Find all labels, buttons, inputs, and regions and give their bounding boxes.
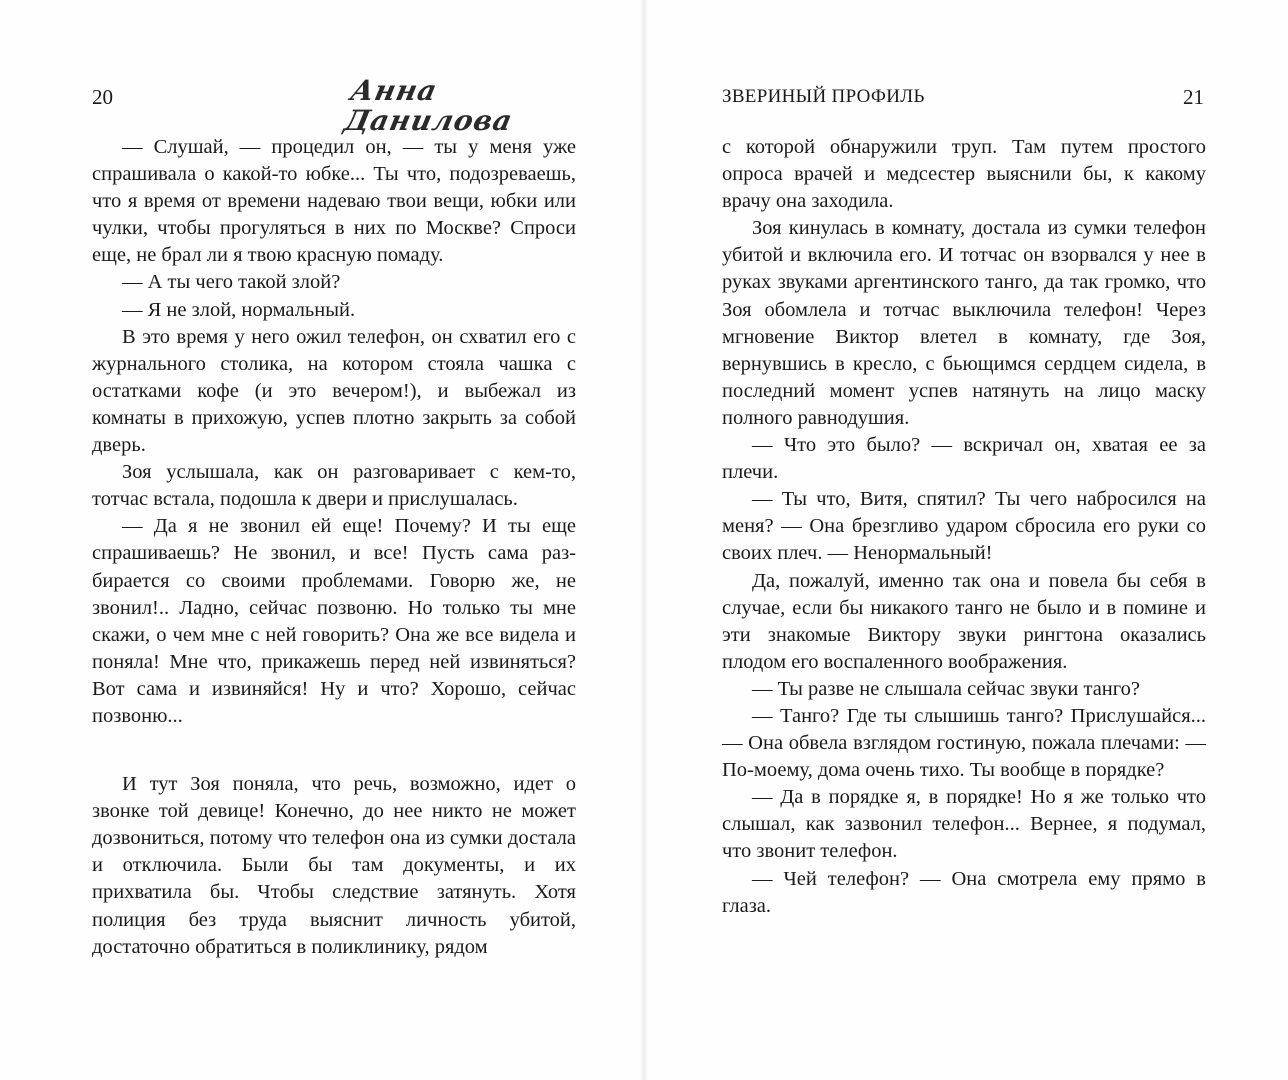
book-gutter (640, 0, 648, 1080)
paragraph: — Ты что, Витя, спятил? Ты чего набросился на меня? — Она брезгливо ударом сбросила его руки со своих плеч. — Ненормальный! (722, 488, 1206, 565)
paragraph: — Да в порядке я, в порядке! Но я же только что слышал, как зазвонил телефон... Вернее, я подумал, что звонит телефон. (722, 786, 1206, 863)
paragraph: Да, пожалуй, именно так она и повела бы себя в случае, если бы никакого танго не было и в помине и эти знакомые Виктору звуки рингтона оказались плодом его воспаленного воображения. (722, 569, 1206, 673)
right-page-number: 21 (1183, 85, 1204, 109)
paragraph: Зоя услышала, как он разговаривает с кем-то, тотчас встала, подошла к двери и прислушалась. (92, 461, 576, 511)
paragraph: — А ты чего такой злой? (122, 271, 341, 294)
paragraph: — Ты разве не слышала сейчас звуки танго? (752, 677, 1141, 700)
paragraph: — Что это было? — вскричал он, хватая ее за плечи. (722, 434, 1206, 484)
paragraph: — Слушай, — процедил он, — ты у меня уже спрашивала о какой-то юбке... Ты что, подозреваешь, что я время от времени надеваю твои вещи, юбки или чулки, чтобы прогуляться в них по Москве? Спроси еще, не брал ли я твою красную помаду. (92, 136, 576, 267)
running-title: ЗВЕРИНЫЙ ПРОФИЛЬ (722, 86, 925, 107)
paragraph: с которой обнаружили труп. Там путем простого опроса врачей и медсестер выяснили бы, к какому врачу она заходила. (722, 136, 1206, 213)
author-signature: Анна Данилова (341, 74, 516, 137)
paragraph: — Чей телефон? — Она смотрела ему прямо в глаза. (722, 867, 1206, 917)
paragraph: — Я не злой, нормальный. (122, 298, 356, 321)
paragraph: И тут Зоя поняла, что речь, возможно, идет о звонке той девице! Конечно, до нее никто не может дозвониться, потому что телефон она из сумки достала и отключила. Были бы там документы, и их прихватила бы. Чтобы следствие затянуть. Хотя полиция без труда выяснит личность убитой, достаточно обратиться в поликлинику, рядом (92, 773, 576, 958)
paragraph: — Танго? Где ты слышишь танго? Прислушайся... — Она обвела взглядом гостиную, пожала плечами: — По-моему, дома очень тихо. Ты вообще в порядке? (722, 704, 1206, 782)
right-page-header (722, 82, 1204, 112)
paragraph: — Да я не звонил ей еще! Почему? И ты еще спрашиваешь? Не звонил, и все! Пусть сама разбирается со своими проблемами. Говорю же, не звонил!.. Ладно, сейчас позвоню. Но только ты мне скажи, о чем мне с ней говорить? Она же все видела и поняла! Мне что, прикажешь перед ней извиняться? Вот сама и извиняйся! Ну и что? Хорошо, сейчас позвоню... (92, 515, 576, 727)
paragraph: Зоя кинулась в комнату, достала из сумки телефон убитой и включила его. И тотчас он взорвался у нее в руках звуками аргентинского танго, да так громко, что Зоя обомлела и тотчас выключила телефон! Через мгновение Виктор влетел в комнату, где Зоя, вернувшись в кресло, с бьющимся сердцем сидела, в последний момент успев натянуть на лицо маску полного равнодушия. (722, 217, 1206, 429)
right-page-text (722, 134, 1206, 920)
left-page-number: 20 (92, 85, 113, 109)
left-page-header (92, 74, 574, 137)
paragraph: В это время у него ожил телефон, он схватил его с журнального столика, на котором стояла чашка с остатками кофе (и это вечером!), и выбежал из комнаты в прихожую, успев плотно закрыть за собой дверь. (92, 325, 576, 457)
left-page-text (92, 134, 576, 961)
